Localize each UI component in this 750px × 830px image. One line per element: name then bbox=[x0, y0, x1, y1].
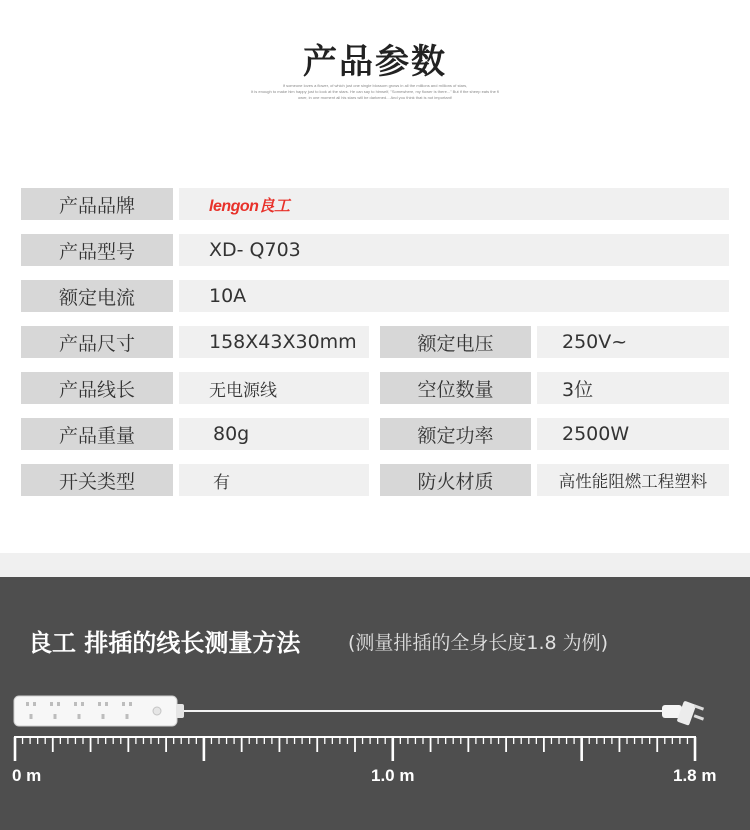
spec-value-weight: 80g bbox=[179, 418, 369, 450]
spec-label-brand: 产品品牌 bbox=[21, 188, 173, 220]
measure-title: 良工 排插的线长测量方法 bbox=[28, 629, 301, 657]
spec-label-slots: 空位数量 bbox=[380, 372, 531, 404]
spec-value-size: 158X43X30mm bbox=[179, 326, 369, 358]
tagline-line-2: It is enough to make him happy just to look at the stars. He can say to himself, "Somewhere, my flower is there..." But if the sheep eats the fl bbox=[251, 89, 499, 94]
spec-value-voltage: 250V~ bbox=[537, 326, 729, 358]
spec-label-switch: 开关类型 bbox=[21, 464, 173, 496]
spec-value-brand bbox=[179, 188, 729, 220]
tagline-line-1: If someone loves a flower, of which just one single blossom grows in all the millions and millions of stars, bbox=[282, 83, 468, 88]
spec-label-current: 额定电流 bbox=[21, 280, 173, 312]
spec-label-weight: 产品重量 bbox=[21, 418, 173, 450]
ruler-label-start: 0 m bbox=[12, 766, 42, 785]
spec-label-voltage: 额定电压 bbox=[380, 326, 531, 358]
spec-value-material: 高性能阻燃工程塑料 bbox=[537, 464, 729, 496]
spec-value-power: 2500W bbox=[537, 418, 729, 450]
spec-value-current: 10A bbox=[179, 280, 729, 312]
spec-value-cable: 无电源线 bbox=[179, 372, 369, 404]
power-strip-icon bbox=[14, 696, 184, 726]
spec-value-slots: 3位 bbox=[537, 372, 729, 404]
tagline-line-3: ower, in one moment all his stars will be darkened... And you think that is not important! bbox=[297, 95, 453, 100]
spec-label-size: 产品尺寸 bbox=[21, 326, 173, 358]
measurement-illustration bbox=[0, 690, 750, 765]
plug-icon bbox=[662, 701, 704, 726]
measure-subtitle: (测量排插的全身长度1.8 为例) bbox=[348, 632, 609, 654]
ruler-label-end: 1.8 m bbox=[673, 766, 717, 785]
spec-label-material: 防火材质 bbox=[380, 464, 531, 496]
section-divider bbox=[0, 553, 750, 577]
spec-label-power: 额定功率 bbox=[380, 418, 531, 450]
brand-logo: lengon良工 bbox=[209, 197, 290, 215]
spec-value-model: XD- Q703 bbox=[179, 234, 729, 266]
ruler-label-mid: 1.0 m bbox=[371, 766, 415, 785]
page-title: 产品参数 bbox=[303, 42, 447, 82]
spec-label-model: 产品型号 bbox=[21, 234, 173, 266]
spec-label-cable: 产品线长 bbox=[21, 372, 173, 404]
spec-value-switch: 有 bbox=[179, 464, 369, 496]
ruler-ticks bbox=[15, 737, 695, 761]
